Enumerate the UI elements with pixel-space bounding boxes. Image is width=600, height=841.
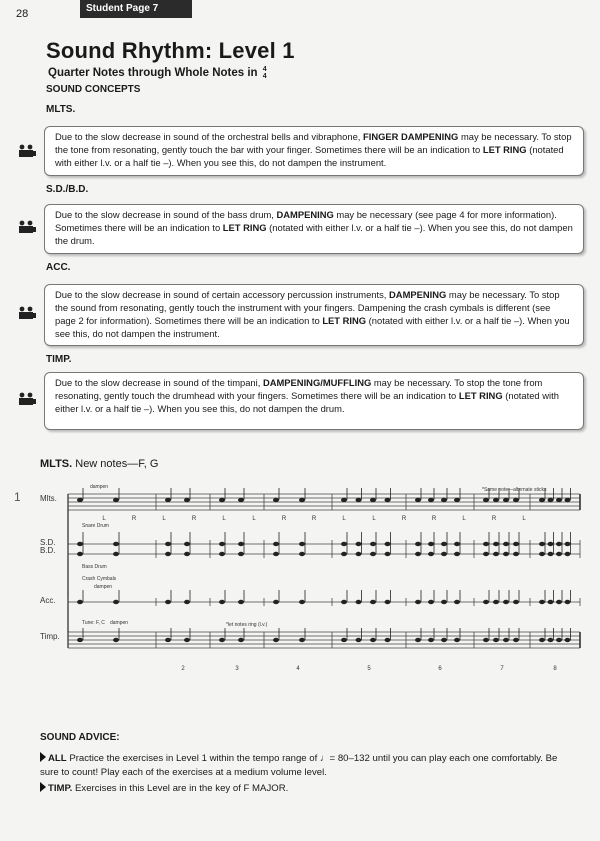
measure-number: 8: [553, 666, 557, 672]
note-head: [539, 552, 545, 556]
note-head: [385, 600, 391, 604]
note-head: [565, 600, 571, 604]
note-head: [273, 542, 279, 546]
page-number: 28: [16, 8, 29, 20]
note-head: [238, 552, 244, 556]
note-head: [483, 552, 489, 556]
note-head: [165, 552, 171, 556]
note-head: [341, 498, 347, 502]
sticking-letter: R: [311, 516, 317, 522]
arrow-icon: [40, 782, 46, 792]
note-head: [238, 638, 244, 642]
note-head: [513, 498, 519, 502]
note-head: [503, 498, 509, 502]
note-head: [219, 498, 225, 502]
annotation-tune-dampen: dampen: [110, 620, 129, 626]
note-head: [113, 552, 119, 556]
note-head: [238, 600, 244, 604]
annotation-let-ring: *let notes ring (l.v.): [226, 622, 268, 628]
page-subtitle: [48, 66, 267, 80]
note-head: [428, 552, 434, 556]
exercise-heading: MLTS. New notes—F, G: [40, 458, 159, 470]
note-head: [165, 542, 171, 546]
note-head: [428, 638, 434, 642]
sticking-letter: L: [372, 516, 376, 522]
note-head: [341, 600, 347, 604]
sticking-letter: R: [191, 516, 197, 522]
measure-number: 6: [438, 666, 442, 672]
sticking-letter: L: [462, 516, 466, 522]
note-head: [565, 542, 571, 546]
note-head: [503, 600, 509, 604]
sound-concepts-heading: SOUND CONCEPTS: [46, 84, 141, 95]
acc-heading: ACC.: [46, 262, 71, 273]
instrument-label-acc: Acc.: [40, 596, 56, 605]
note-head: [370, 542, 376, 546]
note-head: [113, 638, 119, 642]
annotation-crash: Crash Cymbals: [82, 576, 117, 582]
advice-all: ALL Practice the exercises in Level 1 within the tempo range of ♩= 80–132 until you can play each one comfortably. Be sure to count! Play each of the exercises at a medium volume level.: [40, 753, 558, 778]
note-head: [548, 638, 554, 642]
sticking-letter: R: [131, 516, 137, 522]
note-head: [539, 638, 545, 642]
annotation-bass: Bass Drum: [82, 564, 107, 570]
measure-number: 4: [296, 666, 300, 672]
annotation-dampen: dampen: [90, 484, 109, 490]
note-head: [385, 552, 391, 556]
note-head: [556, 600, 562, 604]
sticking-letter: L: [342, 516, 346, 522]
note-head: [441, 600, 447, 604]
note-head: [273, 638, 279, 642]
mlts-concept-box: Due to the slow decrease in sound of the orchestral bells and vibraphone, FINGER DAMPENING may be necessary. To stop the tone from resonating, gently touch the bar with your finger. Sometimes there will be an indication to LET RING (notated with either l.v. or a half tie –). When you see this, do not dampen the instrument.: [44, 126, 584, 176]
annotation-sticking: *Same note—alternate sticks: [482, 487, 547, 493]
note-head: [341, 552, 347, 556]
note-head: [184, 638, 190, 642]
sticking-letter: L: [222, 516, 226, 522]
sticking-letter: R: [281, 516, 287, 522]
note-head: [513, 542, 519, 546]
timp-heading: TIMP.: [46, 354, 72, 365]
note-head: [483, 638, 489, 642]
note-head: [370, 552, 376, 556]
mallets-icon: [18, 144, 36, 158]
time-signature: 4 4: [262, 66, 267, 80]
note-head: [113, 600, 119, 604]
timpani-icon: [18, 392, 36, 406]
sticking-letter: L: [162, 516, 166, 522]
instrument-label-mlts: Mlts.: [40, 494, 57, 503]
note-head: [539, 600, 545, 604]
note-head: [219, 638, 225, 642]
note-head: [299, 498, 305, 502]
note-head: [370, 638, 376, 642]
annotation-crash-dampen: dampen: [94, 584, 113, 590]
note-head: [441, 498, 447, 502]
note-head: [493, 638, 499, 642]
note-head: [385, 498, 391, 502]
measure-number: 5: [367, 666, 371, 672]
note-head: [385, 542, 391, 546]
note-head: [483, 542, 489, 546]
note-head: [454, 638, 460, 642]
note-head: [556, 498, 562, 502]
note-head: [184, 552, 190, 556]
subtitle-text: Quarter Notes through Whole Notes in: [48, 67, 258, 80]
note-head: [513, 552, 519, 556]
mlts-heading: MLTS.: [46, 104, 76, 115]
note-head: [113, 498, 119, 502]
note-head: [356, 638, 362, 642]
note-head: [548, 552, 554, 556]
note-head: [356, 552, 362, 556]
note-head: [415, 638, 421, 642]
note-head: [454, 600, 460, 604]
note-head: [77, 552, 83, 556]
note-head: [428, 600, 434, 604]
note-head: [539, 498, 545, 502]
drums-icon: [18, 220, 36, 234]
note-head: [165, 638, 171, 642]
student-page-tab: Student Page 7: [80, 0, 192, 18]
note-head: [548, 600, 554, 604]
note-head: [441, 638, 447, 642]
note-head: [415, 600, 421, 604]
note-head: [299, 638, 305, 642]
note-head: [441, 542, 447, 546]
note-head: [77, 638, 83, 642]
sticking-letter: R: [431, 516, 437, 522]
note-head: [184, 600, 190, 604]
note-head: [238, 542, 244, 546]
note-head: [428, 542, 434, 546]
note-head: [77, 600, 83, 604]
measure-number: 7: [500, 666, 504, 672]
note-head: [415, 542, 421, 546]
note-head: [548, 542, 554, 546]
note-head: [493, 600, 499, 604]
note-head: [165, 600, 171, 604]
sticking-letter: L: [252, 516, 256, 522]
note-head: [273, 552, 279, 556]
note-head: [493, 552, 499, 556]
note-head: [565, 552, 571, 556]
note-head: [370, 498, 376, 502]
note-head: [454, 542, 460, 546]
note-head: [556, 552, 562, 556]
note-head: [503, 542, 509, 546]
note-head: [513, 638, 519, 642]
note-head: [548, 498, 554, 502]
note-head: [493, 498, 499, 502]
note-head: [454, 552, 460, 556]
sticking-letter: L: [522, 516, 526, 522]
note-head: [356, 542, 362, 546]
note-head: [503, 552, 509, 556]
measure-number: 3: [235, 666, 239, 672]
note-head: [556, 542, 562, 546]
note-head: [299, 552, 305, 556]
note-head: [356, 600, 362, 604]
acc-concept-box: Due to the slow decrease in sound of certain accessory percussion instruments, DAMPENING may be necessary. To stop the sound from resonating, gently touch the instrument with your fingers. Dampening the crash cymbals is different (see page 2 for information). Sometimes there will be an indication to LET RING (notated with either l.v. or a half tie –). When you see this, do not dampen the instrument.: [44, 284, 584, 346]
note-head: [219, 552, 225, 556]
note-head: [273, 600, 279, 604]
instrument-label-sd: S.D.: [40, 538, 56, 547]
note-head: [503, 638, 509, 642]
note-head: [415, 498, 421, 502]
note-head: [483, 498, 489, 502]
note-head: [428, 498, 434, 502]
annotation-snare: Snare Drum: [82, 523, 109, 529]
timp-concept-box: Due to the slow decrease in sound of the timpani, DAMPENING/MUFFLING may be necessary. To stop the tone from resonating, gently touch the drumhead with your fingers. Sometimes there will be an indication to LET RING (notated with either l.v. or a half tie –). When you see this, do not dampen the drum.: [44, 372, 584, 430]
note-head: [454, 498, 460, 502]
sticking-letter: L: [102, 516, 106, 522]
sound-advice-heading: SOUND ADVICE:: [40, 732, 120, 743]
sdbd-heading: S.D./B.D.: [46, 184, 89, 195]
note-head: [184, 498, 190, 502]
sticking-letter: R: [491, 516, 497, 522]
note-head: [113, 542, 119, 546]
note-head: [483, 600, 489, 604]
note-head: [370, 600, 376, 604]
sdbd-concept-box: Due to the slow decrease in sound of the bass drum, DAMPENING may be necessary (see page 4 for more information). Sometimes there will be an indication to LET RING (notated with either l.v. or a half tie –). When you see this, do not dampen the drum.: [44, 204, 584, 254]
note-head: [385, 638, 391, 642]
note-head: [341, 542, 347, 546]
note-head: [77, 542, 83, 546]
page-title: Sound Rhythm: Level 1: [46, 38, 295, 63]
note-head: [273, 498, 279, 502]
note-head: [299, 542, 305, 546]
note-head: [565, 638, 571, 642]
note-head: [441, 552, 447, 556]
annotation-tune: Tune: F, C: [82, 620, 105, 626]
advice-timp: TIMP. Exercises in this Level are in the key of F MAJOR.: [40, 782, 560, 796]
instrument-label-timp: Timp.: [40, 632, 60, 641]
instrument-label-bd: B.D.: [40, 546, 56, 555]
sticking-letter: R: [401, 516, 407, 522]
note-head: [165, 498, 171, 502]
note-head: [341, 638, 347, 642]
measure-number: 2: [181, 666, 185, 672]
note-head: [513, 600, 519, 604]
note-head: [556, 638, 562, 642]
arrow-icon: [40, 752, 46, 762]
exercise-number: 1: [14, 490, 21, 504]
note-head: [356, 498, 362, 502]
note-head: [565, 498, 571, 502]
note-head: [77, 498, 83, 502]
note-head: [493, 542, 499, 546]
note-head: [238, 498, 244, 502]
note-head: [184, 542, 190, 546]
note-head: [219, 542, 225, 546]
score: [0, 470, 600, 680]
note-head: [219, 600, 225, 604]
note-head: [299, 600, 305, 604]
accessory-icon: [18, 306, 36, 320]
note-head: [415, 552, 421, 556]
note-head: [539, 542, 545, 546]
